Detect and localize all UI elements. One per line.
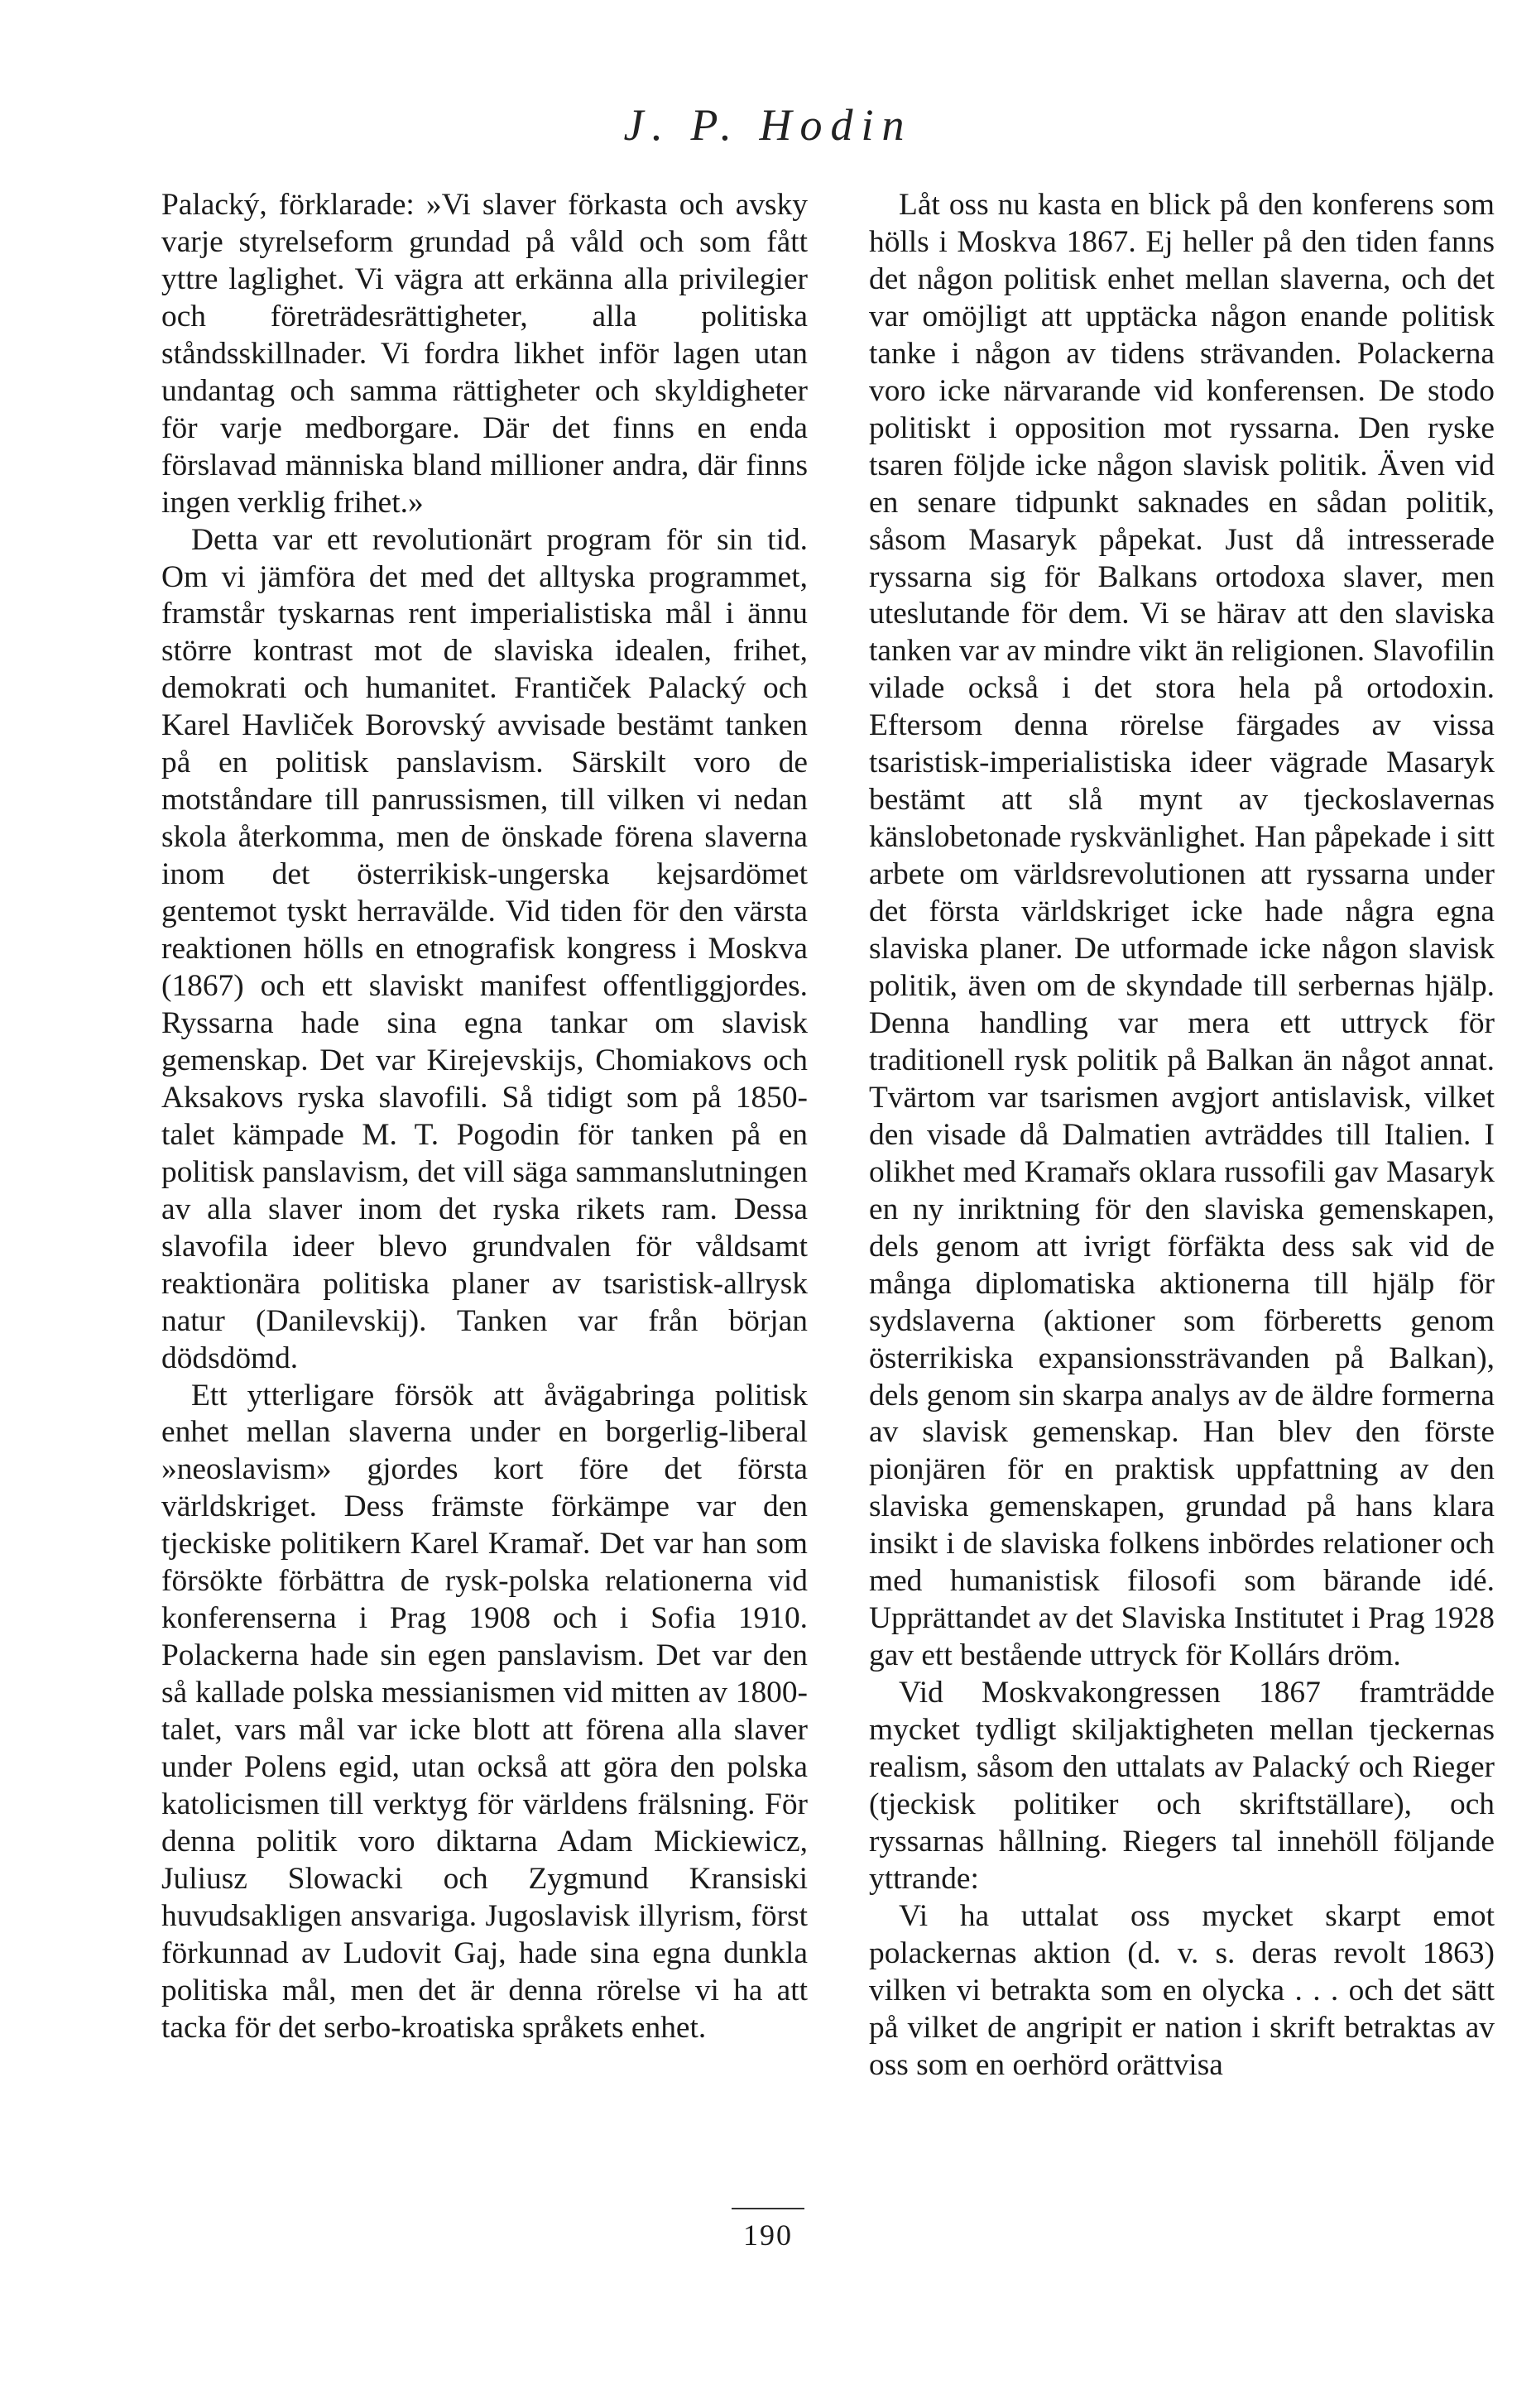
paragraph: Låt oss nu kasta en blick på den konferens som hölls i Moskva 1867. Ej heller på den tiden fanns det någon politisk enhet mellan slaverna, och det var omöjligt att upptäcka någon enande politisk tanke i någon av tidens strävanden. Polackerna voro icke närvarande vid konferensen. De stodo politiskt i opposition mot ryssarna. Den ryske tsaren följde icke någon slavisk politik. Även vid en senare tidpunkt saknades en sådan politik, såsom Masaryk påpekat. Just då intresserade ryssarna sig för Balkans ortodoxa slaver, men uteslutande för dem. Vi se härav att den slaviska tanken var av mindre vikt än religionen. Slavofilin vilade också i det stora hela på ortodoxin. Eftersom denna rörelse färgades av vissa tsaristisk-imperialistiska ideer vägrade Masaryk bestämt att slå mynt av tjeckoslavernas känslobetonade ryskvänlighet. Han påpekade i sitt arbete om världsrevolutionen att ryssarna under det första världskriget icke hade några egna slaviska planer. De utformade icke någon slavisk politik, även om de skyndade till serbernas hjälp. Denna handling var mera ett uttryck för traditionell rysk politik på Balkan än något annat. Tvärtom var tsarismen avgjort antislavisk, vilket den visade då Dalmatien avträddes till Italien. I olikhet med Kramařs oklara russofili gav Masaryk en ny inriktning för den slaviska gemenskapen, dels genom att ivrigt förfäkta dess sak vid de många diplomatiska aktionerna till hjälp för sydslaverna (aktioner som förberetts genom österrikiska expansionssträvanden på Balkan), dels genom sin skarpa analys av de äldre formerna av slavisk gemenskap. Han blev den förste pionjären för en praktisk uppfattning av den slaviska gemenskapen, grundad på hans klara insikt i de slaviska folkens inbördes relationer och med humanistisk filosofi som bärande idé. Upprättandet av det Slaviska Institutet i Prag 1928 gav ett bestående uttryck för Kollárs dröm. xyxy=(869,188,1495,1673)
right-column xyxy=(869,187,1495,2084)
paragraph: Ett ytterligare försök att åvägabringa politisk enhet mellan slaverna under en borgerlig-liberal »neoslavism» gjordes kort före det första världskriget. Dess främste förkämpe var den tjeckiske politikern Karel Kramař. Det var han som försökte förbättra de rysk-polska relationerna vid konferenserna i Prag 1908 och i Sofia 1910. Polackerna hade sin egen panslavism. Det var den så kallade polska messianismen vid mitten av 1800-talet, vars mål var icke blott att förena alla slaver under Polens egid, utan också att göra den polska katolicismen till verktyg för världens frälsning. För denna politik voro diktarna Adam Mickiewicz, Juliusz Slowacki och Zygmund Kransiski huvudsakligen ansvariga. Jugoslavisk illyrism, först förkunnad av Ludovit Gaj, hade sina egna dunkla politiska mål, men det är denna rörelse vi ha att tacka för det serbo-kroatiska språkets enhet. xyxy=(161,1378,808,2045)
page-footer xyxy=(0,2208,1536,2252)
running-header: J. P. Hodin xyxy=(623,100,913,150)
paragraph: Vid Moskvakongressen 1867 framträdde mycket tydligt skiljaktigheten mellan tjeckernas realism, såsom den uttalats av Palacký och Rieger (tjeckisk politiker och skriftställare), och ryssarnas hållning. Riegers tal innehöll följande yttrande: xyxy=(869,1676,1495,1896)
footer-rule xyxy=(732,2208,804,2209)
page-number: 190 xyxy=(743,2219,793,2252)
paragraph: Vi ha uttalat oss mycket skarpt emot polackernas aktion (d. v. s. deras revolt 1863) vilken vi betrakta som en olycka . . . och det sätt på vilket de angripit er nation i skrift betraktas av oss som en oerhörd orättvisa xyxy=(869,1898,1495,2082)
paragraph: Detta var ett revolutionärt program för sin tid. Om vi jämföra det med det alltyska programmet, framstår tyskarnas rent imperialistiska mål i ännu större kontrast mot de slaviska idealen, frihet, demokrati och humanitet. Frantiček Palacký och Karel Havliček Borovský avvisade bestämt tanken på en politisk panslavism. Särskilt voro de motståndare till panrussismen, till vilken vi nedan skola återkomma, men de önskade förena slaverna inom det österrikisk-ungerska kejsardömet gentemot tyskt herravälde. Vid tiden för den värsta reaktionen hölls en etnografisk kongress i Moskva (1867) och ett slaviskt manifest offentliggjordes. Ryssarna hade sina egna tankar om slavisk gemenskap. Det var Kirejevskijs, Chomiakovs och Aksakovs ryska slavofili. Så tidigt som på 1850-talet kämpade M. T. Pogodin för tanken på en politisk panslavism, det vill säga sammanslutningen av alla slaver inom det ryska rikets ram. Dessa slavofila ideer blevo grundvalen för våldsamt reaktionära politiska planer av tsaristisk-allrysk natur (Danilevskij). Tanken var från början dödsdömd. xyxy=(161,522,808,1375)
left-column xyxy=(161,187,808,2047)
paragraph: Palacký, förklarade: »Vi slaver förkasta och avsky varje styrelseform grundad på våld och som fått yttre laglighet. Vi vägra att erkänna alla privilegier och företrädesrättigheter, alla politiska ståndsskillnader. Vi fordra likhet inför lagen utan undantag och samma rättigheter och skyldigheter för varje medborgare. Där det finns en enda förslavad människa bland millioner andra, där finns ingen verklig frihet.» xyxy=(161,188,808,520)
